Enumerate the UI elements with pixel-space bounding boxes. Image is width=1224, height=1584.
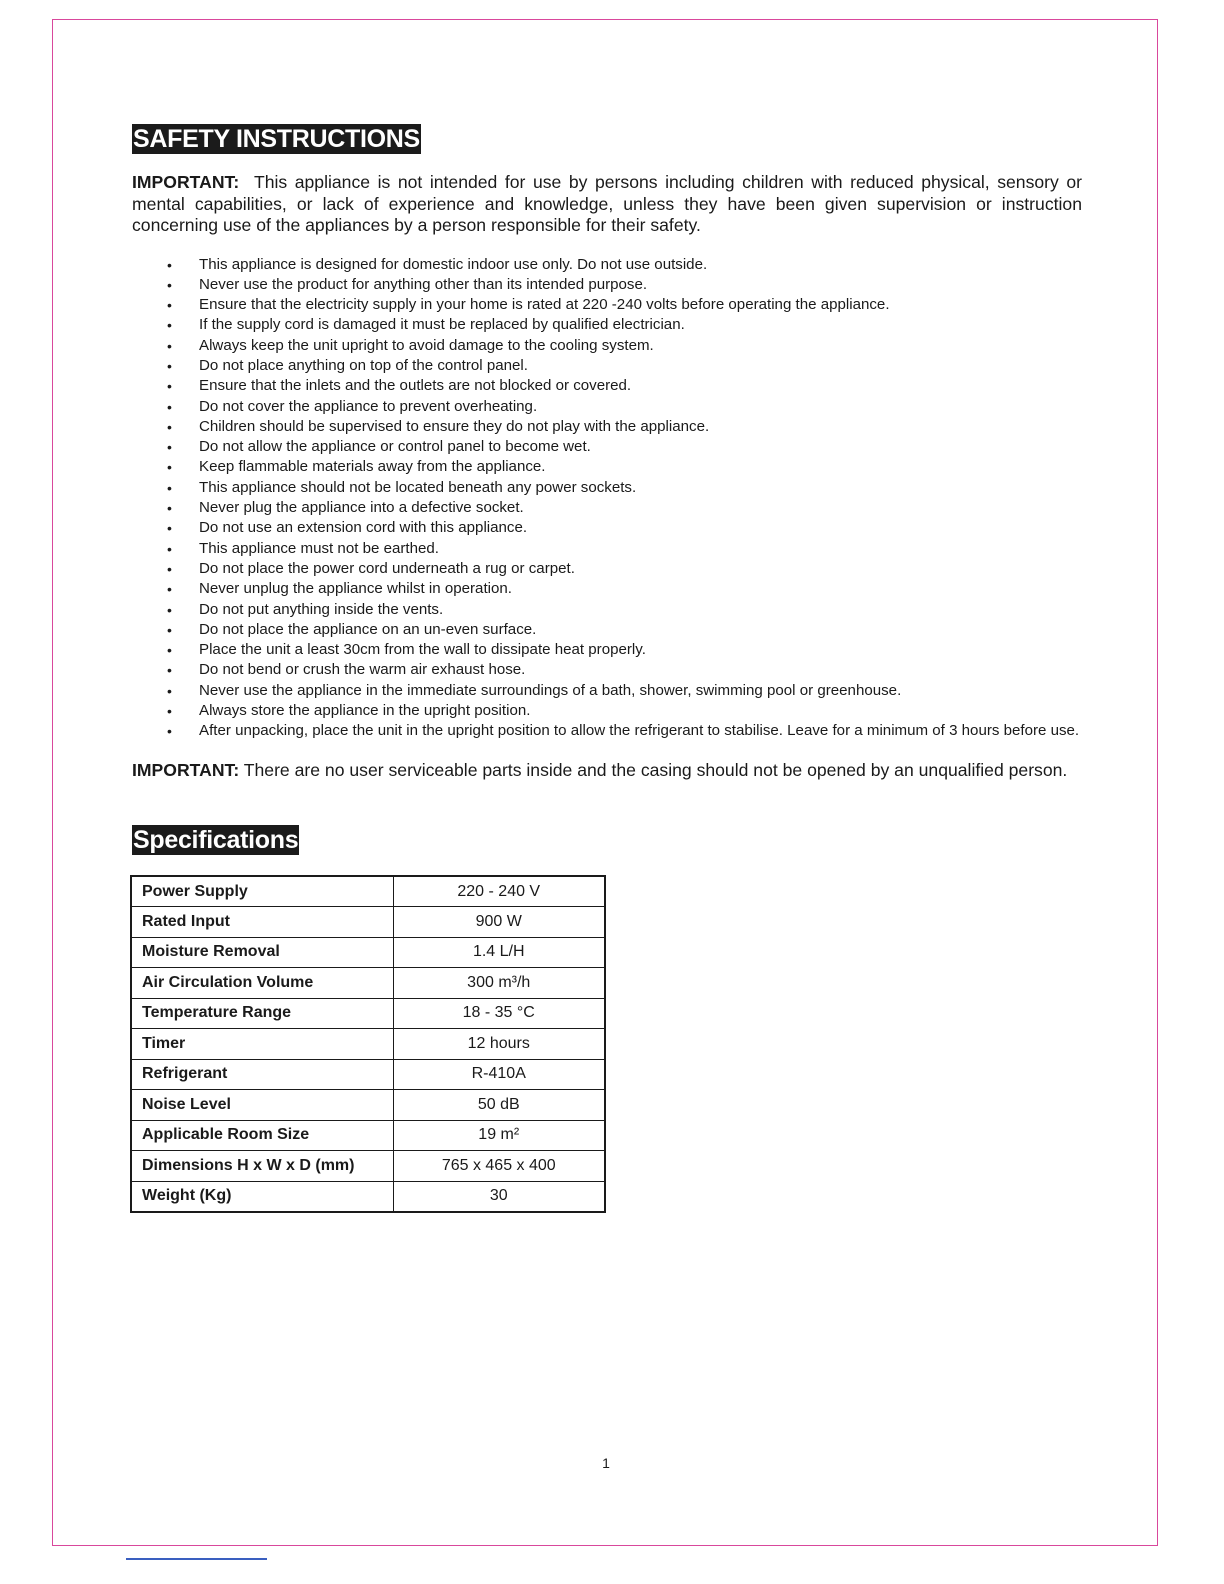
table-row xyxy=(131,1120,605,1151)
table-row xyxy=(131,937,605,968)
bullet-icon: • xyxy=(167,682,172,699)
list-item-text: If the supply cord is damaged it must be replaced by qualified electrician. xyxy=(199,316,685,334)
spec-value: 19 m² xyxy=(393,1120,605,1151)
spec-label: Noise Level xyxy=(131,1090,393,1121)
list-item xyxy=(132,275,1082,295)
bullet-icon: • xyxy=(167,317,172,334)
bullet-icon: • xyxy=(167,642,172,659)
table-row xyxy=(131,907,605,938)
list-item-text: Always keep the unit upright to avoid damage to the cooling system. xyxy=(199,336,654,354)
list-item xyxy=(132,397,1082,417)
table-row xyxy=(131,876,605,907)
spec-label: Applicable Room Size xyxy=(131,1120,393,1151)
spec-label: Timer xyxy=(131,1029,393,1060)
specifications-section xyxy=(132,825,1082,1213)
bullet-icon: • xyxy=(167,418,172,435)
table-row xyxy=(131,1181,605,1212)
bullet-icon: • xyxy=(167,297,172,314)
list-item-text: Never use the product for anything other than its intended purpose. xyxy=(199,275,648,293)
bullet-icon: • xyxy=(167,337,172,354)
table-row xyxy=(131,1059,605,1090)
list-item-text: Do not cover the appliance to prevent overheating. xyxy=(199,397,538,415)
safety-outro xyxy=(132,760,1082,782)
bullet-icon: • xyxy=(167,459,172,476)
footer-rule xyxy=(126,1558,267,1560)
spec-value: 300 m³/h xyxy=(393,968,605,999)
list-item-text: Do not place the appliance on an un-even surface. xyxy=(199,620,537,638)
list-item xyxy=(132,437,1082,457)
list-item-text: Never unplug the appliance whilst in operation. xyxy=(199,580,512,598)
spec-label: Power Supply xyxy=(131,876,393,907)
list-item-text: Ensure that the inlets and the outlets are not blocked or covered. xyxy=(199,377,632,395)
list-item-text: Always store the appliance in the upright position. xyxy=(199,702,531,720)
list-item-text: After unpacking, place the unit in the upright position to allow the refrigerant to stabilise. Leave for a minimum of 3 hours before use. xyxy=(199,722,1080,740)
bullet-icon: • xyxy=(167,357,172,374)
list-item-text: Do not place anything on top of the control panel. xyxy=(199,356,528,374)
list-item xyxy=(132,701,1082,721)
list-item-text: This appliance must not be earthed. xyxy=(199,539,439,557)
bullet-icon: • xyxy=(167,601,172,618)
table-row xyxy=(131,1029,605,1060)
list-item xyxy=(132,336,1082,356)
list-item-text: Keep flammable materials away from the appliance. xyxy=(199,458,546,476)
table-row xyxy=(131,998,605,1029)
specifications-table xyxy=(130,875,606,1213)
safety-heading: SAFETY INSTRUCTIONS xyxy=(133,125,420,153)
spec-value: 220 - 240 V xyxy=(393,876,605,907)
intro-text: This appliance is not intended for use by persons including children with reduced physical, sensory or mental capabilities, or lack of experience and knowledge, unless they have been given supervision or instruction concerning use of the appliances by a person responsible for their safety. xyxy=(132,172,1087,235)
list-item-text: Ensure that the electricity supply in your home is rated at 220 -240 volts before operating the appliance. xyxy=(199,296,890,314)
spec-label: Temperature Range xyxy=(131,998,393,1029)
bullet-icon: • xyxy=(167,479,172,496)
spec-value: 30 xyxy=(393,1181,605,1212)
list-item xyxy=(132,579,1082,599)
bullet-icon: • xyxy=(167,276,172,293)
list-item xyxy=(132,559,1082,579)
list-item xyxy=(132,498,1082,518)
spec-label: Air Circulation Volume xyxy=(131,968,393,999)
list-item xyxy=(132,376,1082,396)
bullet-icon: • xyxy=(167,581,172,598)
list-item-text: Do not use an extension cord with this appliance. xyxy=(199,519,528,537)
list-item xyxy=(132,721,1082,741)
list-item xyxy=(132,457,1082,477)
list-item xyxy=(132,356,1082,376)
list-item xyxy=(132,295,1082,315)
list-item-text: Never plug the appliance into a defective socket. xyxy=(199,499,524,517)
list-item xyxy=(132,417,1082,437)
intro-label: IMPORTANT: xyxy=(132,172,240,192)
bullet-icon: • xyxy=(167,520,172,537)
list-item xyxy=(132,620,1082,640)
spec-value: 18 - 35 °C xyxy=(393,998,605,1029)
specifications-heading: Specifications xyxy=(133,826,299,855)
table-row xyxy=(131,1090,605,1121)
table-row xyxy=(131,968,605,999)
list-item xyxy=(132,315,1082,335)
spec-value: 900 W xyxy=(393,907,605,938)
bullet-icon: • xyxy=(167,560,172,577)
safety-list xyxy=(132,255,1082,742)
bullet-icon: • xyxy=(167,398,172,415)
outro-label: IMPORTANT: xyxy=(132,759,240,780)
list-item-text: Children should be supervised to ensure they do not play with the appliance. xyxy=(199,417,710,435)
spec-value: 1.4 L/H xyxy=(393,937,605,968)
list-item xyxy=(132,539,1082,559)
bullet-icon: • xyxy=(167,703,172,720)
bullet-icon: • xyxy=(167,662,172,679)
bullet-icon: • xyxy=(167,621,172,638)
safety-intro xyxy=(132,172,1087,237)
page-content xyxy=(132,124,1087,1213)
list-item-text: Do not put anything inside the vents. xyxy=(199,600,444,618)
list-item xyxy=(132,600,1082,620)
spec-label: Weight (Kg) xyxy=(131,1181,393,1212)
spec-label: Dimensions H x W x D (mm) xyxy=(131,1151,393,1182)
spec-value: R-410A xyxy=(393,1059,605,1090)
page-number: 1 xyxy=(602,1455,610,1471)
list-item-text: This appliance is designed for domestic indoor use only. Do not use outside. xyxy=(199,255,708,273)
list-item-text: Do not place the power cord underneath a rug or carpet. xyxy=(199,559,575,577)
bullet-icon: • xyxy=(167,500,172,517)
spec-value: 765 x 465 x 400 xyxy=(393,1151,605,1182)
bullet-icon: • xyxy=(167,723,172,740)
list-item xyxy=(132,255,1082,275)
spec-label: Moisture Removal xyxy=(131,937,393,968)
list-item xyxy=(132,660,1082,680)
bullet-icon: • xyxy=(167,256,172,273)
list-item-text: Do not bend or crush the warm air exhaust hose. xyxy=(199,661,526,679)
spec-label: Refrigerant xyxy=(131,1059,393,1090)
bullet-icon: • xyxy=(167,540,172,557)
list-item-text: This appliance should not be located beneath any power sockets. xyxy=(199,478,637,496)
bullet-icon: • xyxy=(167,378,172,395)
spec-value: 50 dB xyxy=(393,1090,605,1121)
table-row xyxy=(131,1151,605,1182)
outro-text: There are no user serviceable parts inside and the casing should not be opened by an unqualified person. xyxy=(239,759,1068,780)
bullet-icon: • xyxy=(167,439,172,456)
spec-label: Rated Input xyxy=(131,907,393,938)
list-item xyxy=(132,640,1082,660)
list-item-text: Do not allow the appliance or control panel to become wet. xyxy=(199,438,591,456)
list-item xyxy=(132,478,1082,498)
list-item-text: Place the unit a least 30cm from the wall to dissipate heat properly. xyxy=(199,641,646,659)
list-item xyxy=(132,518,1082,538)
list-item-text: Never use the appliance in the immediate surroundings of a bath, shower, swimming pool or greenhouse. xyxy=(199,681,902,699)
spec-value: 12 hours xyxy=(393,1029,605,1060)
list-item xyxy=(132,681,1082,701)
